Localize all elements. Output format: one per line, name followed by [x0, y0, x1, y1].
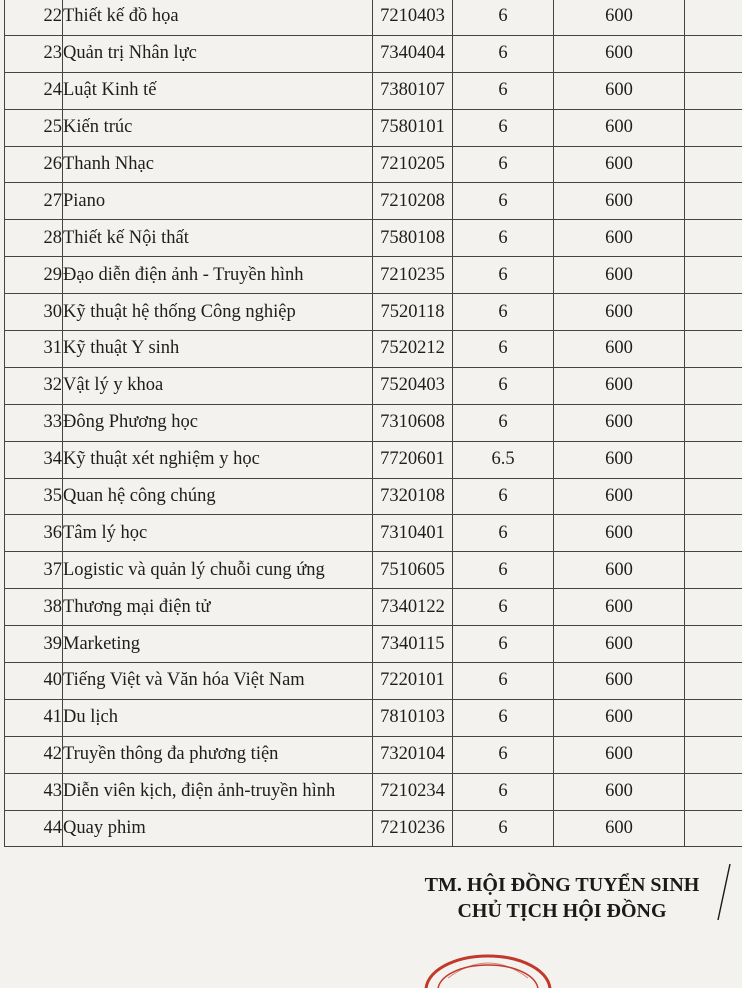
- row-number-cell: 37: [5, 552, 63, 589]
- major-code-cell: 7520403: [373, 367, 453, 404]
- row-number-cell: 30: [5, 294, 63, 331]
- score-cell: 6: [453, 663, 554, 700]
- row-number-cell: 34: [5, 441, 63, 478]
- major-name-cell: Thiết kế Nội thất: [63, 220, 373, 257]
- fee-cell: 600: [554, 0, 685, 35]
- fee-cell: 600: [554, 294, 685, 331]
- empty-cell: [685, 552, 742, 589]
- row-number-cell: 26: [5, 146, 63, 183]
- empty-cell: [685, 183, 742, 220]
- score-cell: 6: [453, 220, 554, 257]
- row-number-cell: 36: [5, 515, 63, 552]
- row-number-cell: 24: [5, 72, 63, 109]
- score-cell: 6: [453, 257, 554, 294]
- fee-cell: 600: [554, 626, 685, 663]
- empty-cell: [685, 810, 742, 847]
- table-row: [5, 736, 742, 773]
- fee-cell: 600: [554, 515, 685, 552]
- table-row: [5, 515, 742, 552]
- major-code-cell: 7210234: [373, 773, 453, 810]
- row-number-cell: 39: [5, 626, 63, 663]
- admission-table: [4, 0, 742, 847]
- major-name-cell: Tâm lý học: [63, 515, 373, 552]
- table-row: [5, 220, 742, 257]
- major-name-cell: Thương mại điện tử: [63, 589, 373, 626]
- major-code-cell: 7220101: [373, 663, 453, 700]
- table-body: [5, 0, 742, 847]
- table-row: [5, 626, 742, 663]
- empty-cell: [685, 589, 742, 626]
- major-name-cell: Đông Phương học: [63, 404, 373, 441]
- major-code-cell: 7510605: [373, 552, 453, 589]
- fee-cell: 600: [554, 109, 685, 146]
- table-row: [5, 589, 742, 626]
- major-code-cell: 7310401: [373, 515, 453, 552]
- major-code-cell: 7720601: [373, 441, 453, 478]
- row-number-cell: 42: [5, 736, 63, 773]
- table-row: [5, 35, 742, 72]
- table-row: [5, 699, 742, 736]
- fee-cell: 600: [554, 478, 685, 515]
- row-number-cell: 38: [5, 589, 63, 626]
- row-number-cell: 22: [5, 0, 63, 35]
- score-cell: 6: [453, 367, 554, 404]
- major-code-cell: 7320108: [373, 478, 453, 515]
- fee-cell: 600: [554, 146, 685, 183]
- major-name-cell: Tiếng Việt và Văn hóa Việt Nam: [63, 663, 373, 700]
- fee-cell: 600: [554, 773, 685, 810]
- table-row: [5, 183, 742, 220]
- major-name-cell: Kiến trúc: [63, 109, 373, 146]
- major-code-cell: 7210205: [373, 146, 453, 183]
- score-cell: 6: [453, 0, 554, 35]
- row-number-cell: 23: [5, 35, 63, 72]
- major-code-cell: 7580108: [373, 220, 453, 257]
- fee-cell: 600: [554, 72, 685, 109]
- empty-cell: [685, 626, 742, 663]
- score-cell: 6: [453, 72, 554, 109]
- table-row: [5, 72, 742, 109]
- major-name-cell: Marketing: [63, 626, 373, 663]
- major-code-cell: 7210208: [373, 183, 453, 220]
- major-code-cell: 7320104: [373, 736, 453, 773]
- table-row: [5, 294, 742, 331]
- fee-cell: 600: [554, 404, 685, 441]
- empty-cell: [685, 773, 742, 810]
- empty-cell: [685, 35, 742, 72]
- table-row: [5, 0, 742, 35]
- major-name-cell: Quay phim: [63, 810, 373, 847]
- empty-cell: [685, 699, 742, 736]
- table-row: [5, 146, 742, 183]
- score-cell: 6: [453, 404, 554, 441]
- row-number-cell: 29: [5, 257, 63, 294]
- empty-cell: [685, 367, 742, 404]
- table-row: [5, 331, 742, 368]
- major-name-cell: Thanh Nhạc: [63, 146, 373, 183]
- score-cell: 6: [453, 699, 554, 736]
- major-name-cell: Luật Kinh tế: [63, 72, 373, 109]
- fee-cell: 600: [554, 699, 685, 736]
- empty-cell: [685, 294, 742, 331]
- score-cell: 6: [453, 736, 554, 773]
- fee-cell: 600: [554, 441, 685, 478]
- row-number-cell: 27: [5, 183, 63, 220]
- score-cell: 6: [453, 478, 554, 515]
- row-number-cell: 40: [5, 663, 63, 700]
- major-code-cell: 7310608: [373, 404, 453, 441]
- major-code-cell: 7340115: [373, 626, 453, 663]
- table-row: [5, 478, 742, 515]
- fee-cell: 600: [554, 257, 685, 294]
- signature-stroke-icon: [708, 862, 738, 922]
- major-name-cell: Thiết kế đồ họa: [63, 0, 373, 35]
- major-name-cell: Kỹ thuật hệ thống Công nghiệp: [63, 294, 373, 331]
- empty-cell: [685, 72, 742, 109]
- score-cell: 6: [453, 589, 554, 626]
- major-name-cell: Quản trị Nhân lực: [63, 35, 373, 72]
- empty-cell: [685, 0, 742, 35]
- row-number-cell: 31: [5, 331, 63, 368]
- score-cell: 6: [453, 294, 554, 331]
- table-row: [5, 257, 742, 294]
- fee-cell: 600: [554, 552, 685, 589]
- row-number-cell: 28: [5, 220, 63, 257]
- score-cell: 6: [453, 515, 554, 552]
- score-cell: 6: [453, 626, 554, 663]
- row-number-cell: 35: [5, 478, 63, 515]
- major-name-cell: Logistic và quản lý chuỗi cung ứng: [63, 552, 373, 589]
- score-cell: 6: [453, 35, 554, 72]
- score-cell: 6: [453, 773, 554, 810]
- fee-cell: 600: [554, 35, 685, 72]
- major-code-cell: 7210235: [373, 257, 453, 294]
- fee-cell: 600: [554, 331, 685, 368]
- empty-cell: [685, 404, 742, 441]
- score-cell: 6: [453, 552, 554, 589]
- major-code-cell: 7810103: [373, 699, 453, 736]
- major-name-cell: Truyền thông đa phương tiện: [63, 736, 373, 773]
- table-row: [5, 552, 742, 589]
- major-name-cell: Vật lý y khoa: [63, 367, 373, 404]
- row-number-cell: 44: [5, 810, 63, 847]
- major-code-cell: 7210403: [373, 0, 453, 35]
- empty-cell: [685, 663, 742, 700]
- fee-cell: 600: [554, 220, 685, 257]
- signature-subtitle: CHỦ TỊCH HỘI ĐỒNG: [392, 898, 732, 924]
- row-number-cell: 41: [5, 699, 63, 736]
- major-name-cell: Piano: [63, 183, 373, 220]
- major-name-cell: Diễn viên kịch, điện ảnh-truyền hình: [63, 773, 373, 810]
- major-code-cell: 7520212: [373, 331, 453, 368]
- table-row: [5, 773, 742, 810]
- fee-cell: 600: [554, 736, 685, 773]
- table-row: [5, 367, 742, 404]
- signature-block: [392, 872, 732, 924]
- score-cell: 6: [453, 331, 554, 368]
- score-cell: 6: [453, 183, 554, 220]
- major-code-cell: 7340404: [373, 35, 453, 72]
- major-name-cell: Quan hệ công chúng: [63, 478, 373, 515]
- major-code-cell: 7340122: [373, 589, 453, 626]
- row-number-cell: 25: [5, 109, 63, 146]
- score-cell: 6: [453, 109, 554, 146]
- major-code-cell: 7210236: [373, 810, 453, 847]
- signature-title: TM. HỘI ĐỒNG TUYỂN SINH: [392, 872, 732, 898]
- empty-cell: [685, 109, 742, 146]
- major-name-cell: Du lịch: [63, 699, 373, 736]
- major-code-cell: 7520118: [373, 294, 453, 331]
- major-name-cell: Đạo diễn điện ảnh - Truyền hình: [63, 257, 373, 294]
- major-name-cell: Kỹ thuật xét nghiệm y học: [63, 441, 373, 478]
- empty-cell: [685, 441, 742, 478]
- score-cell: 6.5: [453, 441, 554, 478]
- major-code-cell: 7580101: [373, 109, 453, 146]
- fee-cell: 600: [554, 183, 685, 220]
- row-number-cell: 32: [5, 367, 63, 404]
- fee-cell: 600: [554, 663, 685, 700]
- table-row: [5, 810, 742, 847]
- table-row: [5, 441, 742, 478]
- empty-cell: [685, 478, 742, 515]
- score-cell: 6: [453, 810, 554, 847]
- table-row: [5, 663, 742, 700]
- empty-cell: [685, 220, 742, 257]
- fee-cell: 600: [554, 367, 685, 404]
- table-row: [5, 109, 742, 146]
- empty-cell: [685, 146, 742, 183]
- empty-cell: [685, 736, 742, 773]
- empty-cell: [685, 515, 742, 552]
- major-name-cell: Kỹ thuật Y sinh: [63, 331, 373, 368]
- red-seal-icon: [408, 928, 568, 988]
- row-number-cell: 43: [5, 773, 63, 810]
- row-number-cell: 33: [5, 404, 63, 441]
- major-code-cell: 7380107: [373, 72, 453, 109]
- empty-cell: [685, 331, 742, 368]
- fee-cell: 600: [554, 589, 685, 626]
- score-cell: 6: [453, 146, 554, 183]
- fee-cell: 600: [554, 810, 685, 847]
- empty-cell: [685, 257, 742, 294]
- table-row: [5, 404, 742, 441]
